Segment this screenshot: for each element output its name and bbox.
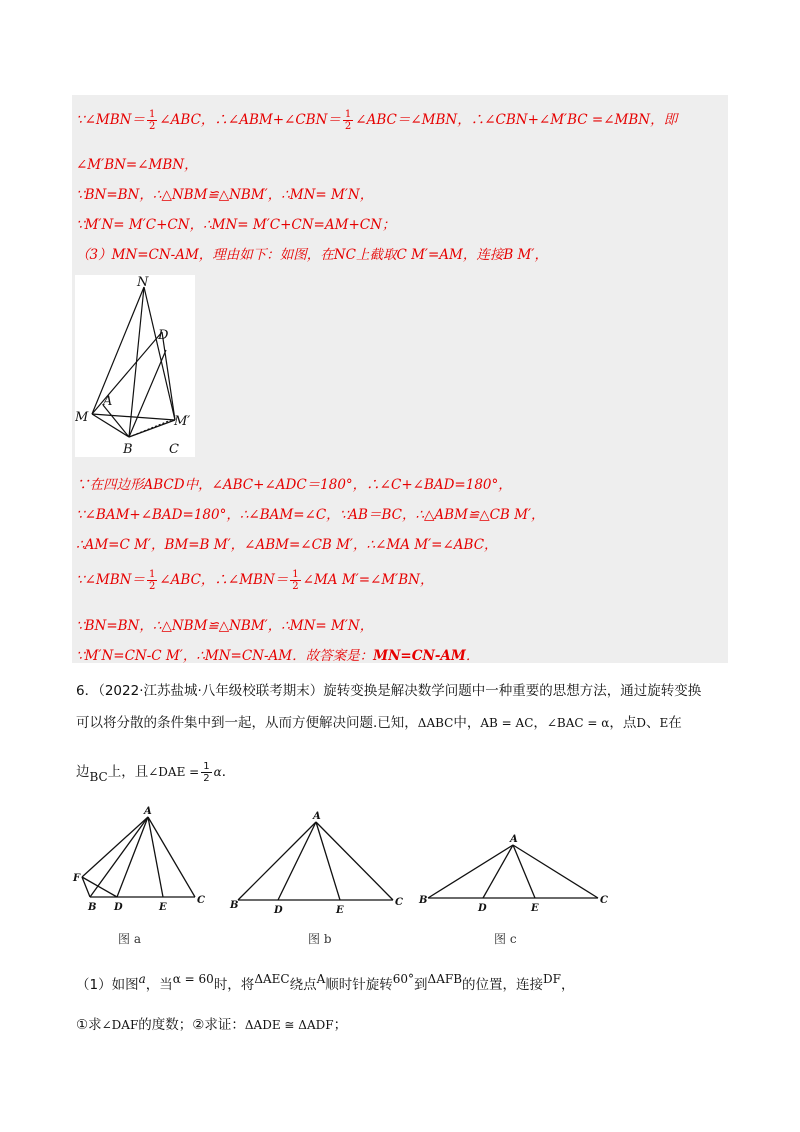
label-D: D bbox=[274, 905, 283, 916]
segment-AF bbox=[82, 817, 148, 877]
label-A: A bbox=[313, 811, 321, 822]
caption-a: 图 a bbox=[118, 932, 141, 946]
segment-FD bbox=[82, 877, 117, 897]
label-A: A bbox=[144, 806, 152, 817]
fraction: $\frac{1}{2}$ bbox=[344, 109, 352, 132]
label-D: D bbox=[114, 902, 123, 913]
caption-c: 图 c bbox=[494, 932, 517, 946]
fraction: $\frac{1}{2}$ bbox=[292, 569, 299, 592]
solution-line-2: ∠M′BN=∠MBN， bbox=[76, 157, 198, 173]
fraction: $\frac{1}{2}$ bbox=[148, 109, 156, 132]
label-C: C bbox=[600, 895, 608, 906]
label-A: A bbox=[103, 394, 113, 409]
segment-AC bbox=[513, 845, 598, 898]
label-C: C bbox=[395, 897, 403, 908]
segment-AE bbox=[513, 845, 535, 898]
line9-part-c: ∠MA M′=∠M′BN， bbox=[302, 572, 434, 588]
line9-part-a: ∵∠MBN＝ bbox=[76, 572, 145, 588]
caption-b: 图 b bbox=[308, 932, 332, 946]
segment-AB bbox=[90, 817, 148, 897]
label-B: B bbox=[419, 895, 428, 906]
solution-line-10: ∵BN=BN，∴△NBM≌△NBM′，∴MN= M′N， bbox=[76, 618, 374, 634]
label-M-prime: M′ bbox=[174, 414, 191, 429]
solution-line-3: ∵BN=BN，∴△NBM≌△NBM′，∴MN= M′N， bbox=[76, 187, 374, 203]
segment-AB bbox=[238, 822, 316, 900]
label-A: A bbox=[510, 834, 518, 845]
fraction: $\frac{1}{2}$ bbox=[148, 569, 156, 592]
segment-AD bbox=[117, 817, 148, 897]
label-F: F bbox=[73, 873, 81, 884]
label-B: B bbox=[230, 900, 239, 911]
solution-line-11: ∵M′N=CN-C M′，∴MN=CN-AM．故答案是：MN=CN-AM． bbox=[76, 648, 480, 664]
label-D: D bbox=[478, 903, 487, 914]
segment-AD bbox=[278, 822, 316, 900]
label-M: M bbox=[75, 410, 89, 425]
label-E: E bbox=[159, 902, 167, 913]
problem-line-1: 6．（2022·江苏盐城·八年级校联考期末）旋转变换是解决数学问题中一种重要的思想方法，通过旋转变换 bbox=[76, 683, 702, 699]
segment-AD bbox=[483, 845, 513, 898]
solution-line-8: ∴AM=C M′，BM=B M′，∠ABM=∠CB M′，∴∠MA M′=∠ABC， bbox=[76, 537, 498, 553]
solution-line-1 bbox=[76, 108, 677, 132]
question-1-line-1: （1）如图a，当α = 60时，将ΔAEC绕点A顺时针旋转60°到ΔAFB的位置，连接DF， bbox=[76, 972, 575, 993]
final-answer: MN=CN-AM bbox=[373, 648, 466, 664]
line1-part-a: ∵∠MBN＝ bbox=[76, 112, 145, 128]
solution-line-6: ∵在四边形ABCD中，∠ABC+∠ADC＝180°，∴∠C+∠BAD=180°， bbox=[76, 477, 512, 493]
problem-line-2: 可以将分散的条件集中到一起，从而方便解决问题.已知，ΔABC中，AB = AC，∠BAC = α，点D、E在 bbox=[76, 715, 682, 731]
question-1-line-2: ①求∠DAF的度数；②求证：ΔADE ≅ ΔADF； bbox=[76, 1017, 348, 1033]
figure-background bbox=[75, 275, 195, 457]
solution-line-7: ∵∠BAM+∠BAD=180°，∴∠BAM=∠C，∵AB＝BC，∴△ABM≌△CB M′， bbox=[76, 507, 545, 523]
fraction: $\frac{1}{2}$ bbox=[203, 760, 210, 784]
figure-b bbox=[228, 810, 408, 920]
line9-part-b: ∠ABC，∴∠MBN＝ bbox=[159, 572, 289, 588]
label-E: E bbox=[336, 905, 344, 916]
figure-c bbox=[418, 830, 618, 915]
label-N: N bbox=[137, 275, 149, 290]
line1-part-c: ∠ABC＝∠MBN，∴∠CBN+∠M′BC =∠MBN，即 bbox=[355, 112, 678, 128]
label-E: E bbox=[531, 903, 539, 914]
label-B: B bbox=[88, 902, 97, 913]
problem-line-3: 边BC上，且∠DAE = $\frac{1}{2}$ α． bbox=[76, 760, 236, 784]
figure-a bbox=[70, 805, 215, 920]
label-D: D bbox=[158, 328, 169, 343]
solution-line-5: （3）MN=CN-AM，理由如下：如图，在NC上截取C M′=AM，连接B M′， bbox=[76, 247, 548, 263]
quadrilateral-figure bbox=[75, 275, 195, 457]
segment-AB bbox=[428, 845, 513, 898]
label-C: C bbox=[169, 442, 179, 457]
solution-line-9 bbox=[76, 568, 433, 592]
solution-line-4: ∵M′N= M′C+CN，∴MN= M′C+CN=AM+CN； bbox=[76, 217, 396, 233]
label-B: B bbox=[123, 442, 133, 457]
label-C: C bbox=[197, 895, 205, 906]
line1-part-b: ∠ABC，∴∠ABM+∠CBN＝ bbox=[159, 112, 341, 128]
